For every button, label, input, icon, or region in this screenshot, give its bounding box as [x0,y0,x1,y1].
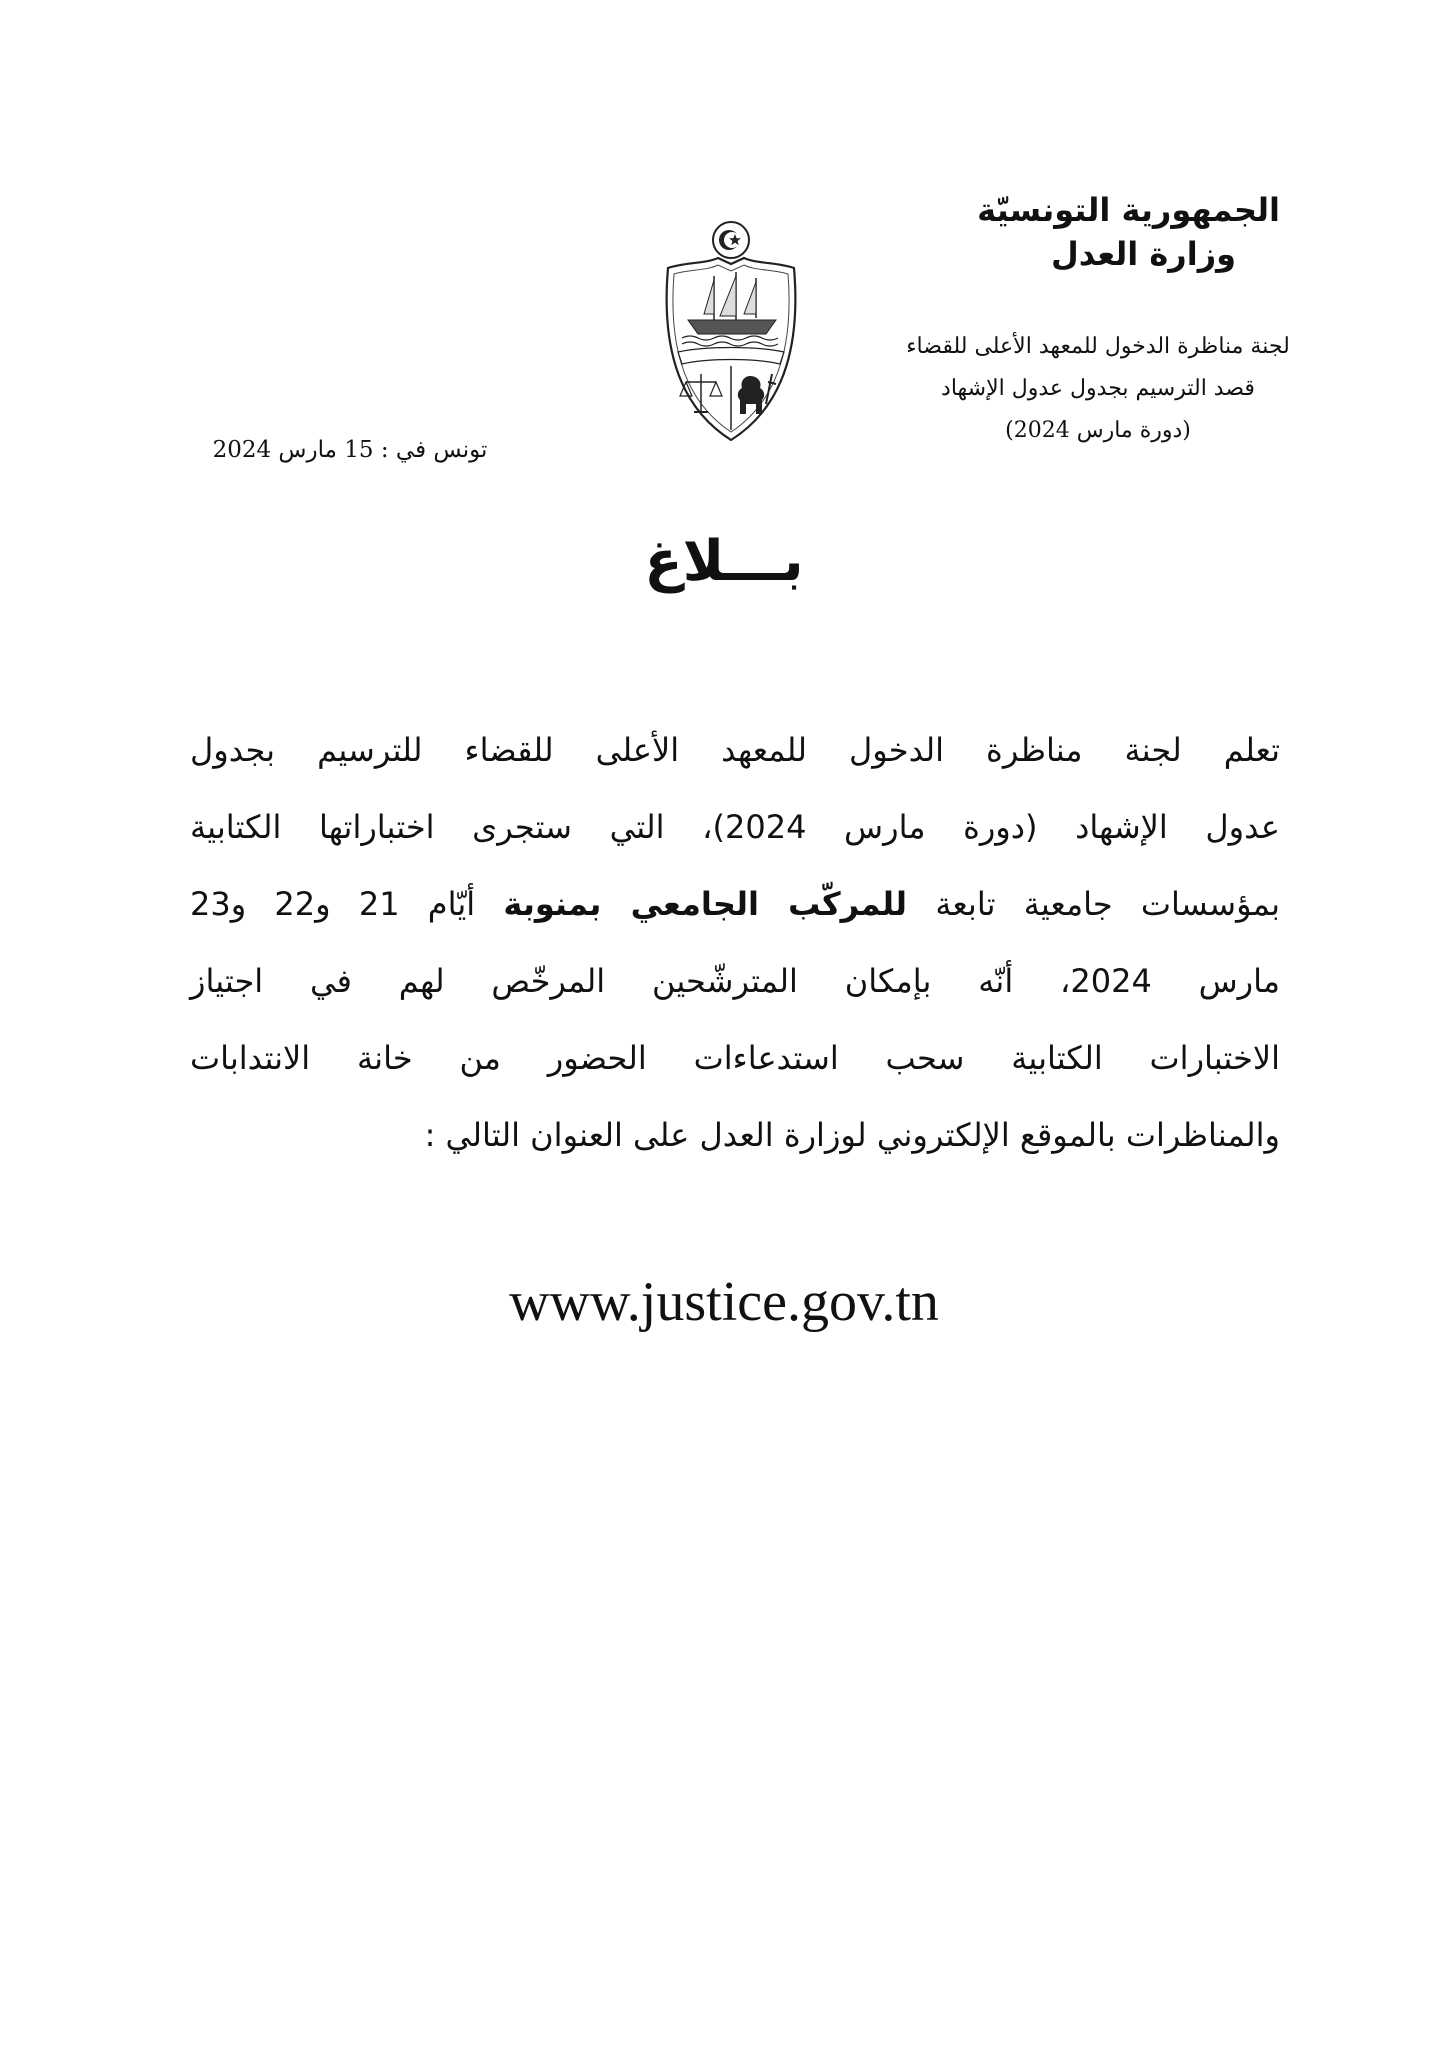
committee-line-1: لجنة مناظرة الدخول للمعهد الأعلى للقضاء [906,334,1290,359]
committee-line-3: (دورة مارس 2024) [1005,418,1191,443]
republic-name: الجمهورية التونسيّة [977,191,1280,229]
body-line-3-dates: أيّام 21 و22 و23 [190,885,504,923]
body-line-5: الاختبارات الكتابية سحب استدعاءات الحضور من خانة الانتدابات [190,1039,1280,1077]
body-line-4: مارس 2024، أنّه بإمكان المترشّحين المرخّص لهم في اجتياز [190,962,1281,1000]
body-line-6: والمناظرات بالموقع الإلكتروني لوزارة العدل على العنوان التالي : [424,1116,1280,1154]
ministry-name: وزارة العدل [1050,235,1236,273]
committee-line-2: قصد الترسيم بجدول عدول الإشهاد [941,376,1255,401]
body-line-3-location: للمركّب الجامعي بمنوبة [503,885,908,923]
body-line-1: تعلم لجنة مناظرة الدخول للمعهد الأعلى للقضاء للترسيم بجدول [190,731,1280,769]
body-line-2: عدول الإشهاد (دورة مارس 2024)، التي ستجرى اختباراتها الكتابية [190,808,1281,846]
announcement-body [190,712,1280,1174]
committee-block [868,326,1328,452]
website-link[interactable]: www.justice.gov.tn [509,1271,939,1333]
page-title: بـــلاغ [644,529,804,594]
issue-date: تونس في : 15 مارس 2024 [212,437,488,463]
body-line-3-start: بمؤسسات جامعية تابعة [907,885,1281,923]
body-line-3 [190,866,1280,943]
tunisia-coat-of-arms-icon [656,218,806,448]
letterhead [860,188,1280,276]
